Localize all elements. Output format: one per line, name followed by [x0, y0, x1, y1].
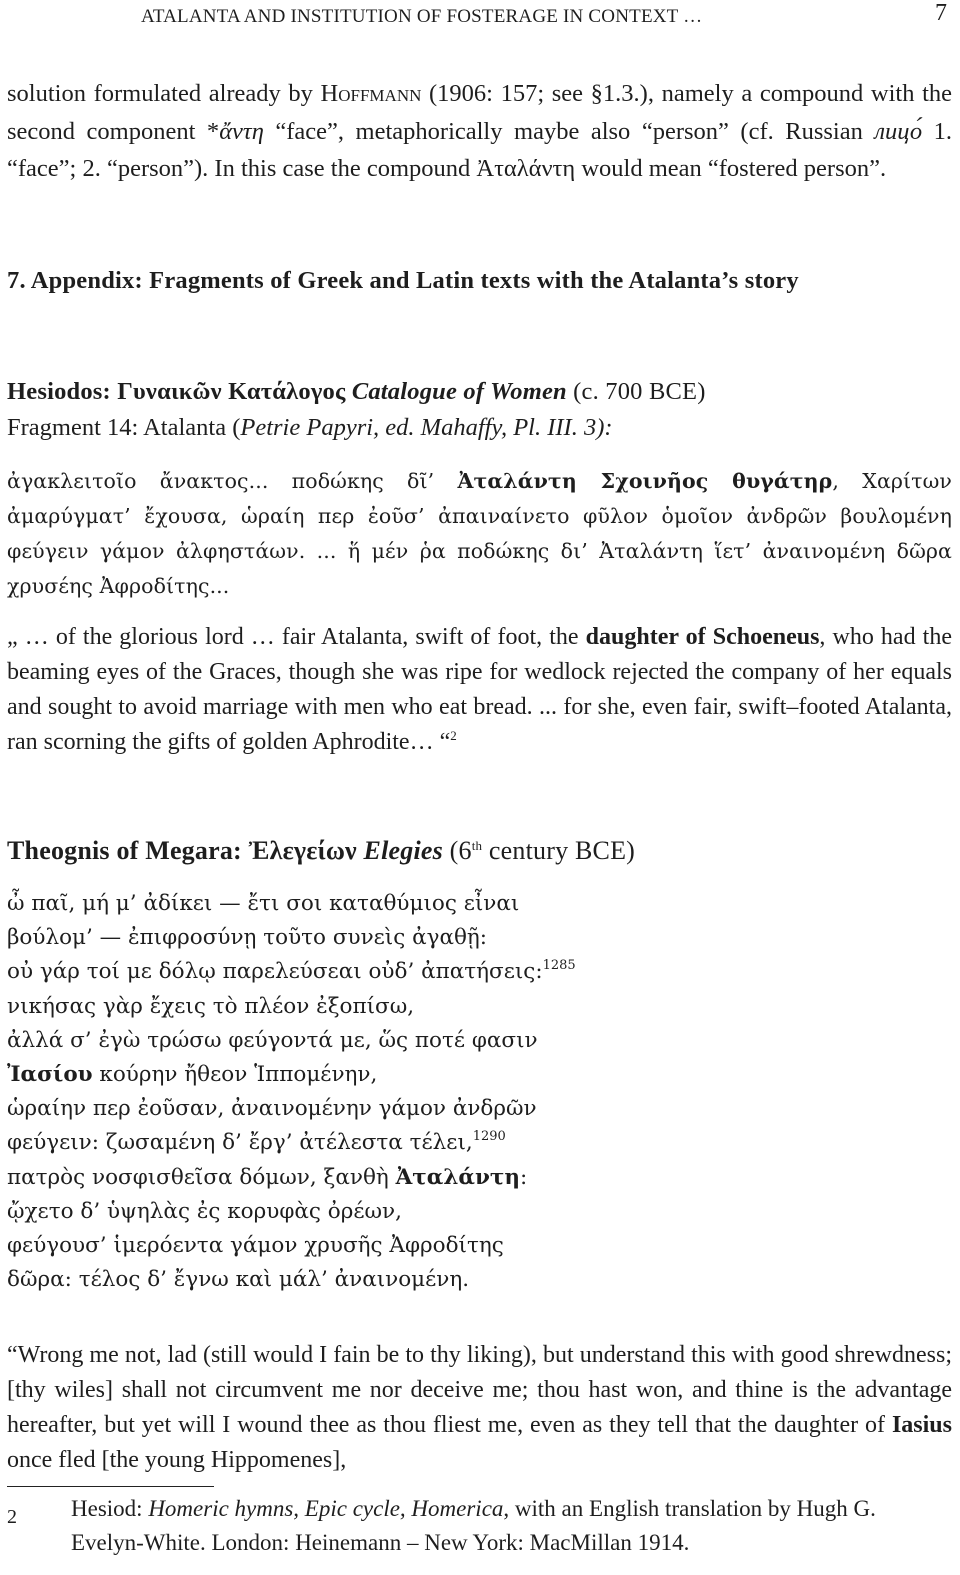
- hesiod-greek-a: ἀγακλειτοῖο ἄνακτος... ποδώκης δῖ’: [7, 469, 458, 493]
- theognis-translation: [7, 1338, 952, 1478]
- theognis-heading: [7, 832, 952, 870]
- intro-text-3: “face”, metaphorically maybe also “person” (cf. Russian: [263, 117, 875, 145]
- theognis-trans-a: “Wrong me not, lad (still would I fain be to thy liking), but understand this with good shrewdness; [thy wiles] shall not circumvent me nor deceive me; thou hast won, and thine is the advantage hereafter, but yet will I wound thee as thou fliest me, even as they tell that the daughter of: [7, 1342, 952, 1438]
- intro-text-1: solution formulated already by: [7, 80, 321, 107]
- theognis-trans-bold: Iasius: [891, 1412, 952, 1438]
- name-iasius-greek: Ἰασίου: [7, 1062, 93, 1088]
- fragment-label-text: Fragment 14: Atalanta (: [7, 414, 241, 441]
- hesiod-heading-title: Catalogue of Women: [351, 378, 567, 405]
- author-hoffmann: Hoffmann: [320, 80, 422, 107]
- verse-line: ὦ παῖ, μή μ’ ἀδίκει — ἔτι σοι καταθύμιος εἶναι: [7, 891, 520, 916]
- verse-line: πατρὸς νοσφισθεῖσα δόμων, ξανθὴ Ἀταλάντη:: [7, 1164, 528, 1190]
- theognis-heading-title: Elegies: [363, 836, 443, 865]
- verse-line: ᾤχετο δ’ ὑψηλὰς ἐς κορυφὰς ὀρέων,: [7, 1198, 402, 1224]
- theognis-heading-a: Theognis of Megara: Ἐλεγείων: [7, 836, 364, 865]
- line-number: 1290: [472, 1129, 506, 1145]
- theognis-trans-b: once fled [the young Hippomenes],: [7, 1447, 347, 1473]
- verse-line: βούλομ’ — ἐπιφροσύνῃ τοῦτο συνεὶς ἀγαθῇ:: [7, 925, 488, 951]
- hesiod-heading-author: Hesiodos: Γυναικῶν Κατάλογος: [7, 378, 352, 405]
- hesiod-greek-b: , Χαρίτων ἀμαρύγματ’ ἔχουσα, ὡραίη περ ἐοῦσ’ ἀπαιναίνετο φῦλον ὁμοῖον ἀνδρῶν βουλομένη φεύγειν γάμον ἀλφηστάων. ... ἥ μέν ῥα ποδώκης δι’ Ἀταλάντη ἵετ’ ἀναινομένη δῶρα χρυσέης Ἀφροδίτης...: [7, 469, 952, 598]
- verse-line: νικήσας γὰρ ἔχεις τὸ πλέον ἐξοπίσω,: [7, 993, 415, 1019]
- theognis-heading-b: (6: [442, 836, 472, 865]
- verse-line: ὡραίην περ ἐοῦσαν, ἀναινομένην γάμον ἀνδρῶν: [7, 1096, 537, 1122]
- hesiod-trans-a: „ … of the glorious lord … fair Atalanta, swift of foot, the: [7, 624, 586, 650]
- running-head: ATALANTA AND INSTITUTION OF FOSTERAGE IN CONTEXT …: [141, 6, 703, 27]
- fragment-label: [7, 409, 952, 447]
- hesiod-translation: [7, 620, 952, 760]
- theognis-heading-c: century BCE): [482, 836, 636, 865]
- footnote-text-a: Hesiod:: [71, 1496, 149, 1521]
- footnote-mark: 2: [7, 1506, 17, 1528]
- verse-line: Ἰασίου κούρην ἤθεον Ἱππομένην,: [7, 1062, 378, 1088]
- hesiod-trans-bold: daughter of Schoeneus: [585, 624, 820, 650]
- footnote: [7, 1492, 952, 1560]
- footnote-title: Homeric hymns, Epic cycle, Homerica: [148, 1496, 504, 1521]
- verse-line: δῶρα: τέλος δ’ ἔγνω καὶ μάλ’ ἀναινομένη.: [7, 1267, 470, 1293]
- intro-text-2: (1906: 157; see §1.3.), namely a compound with the second component *: [7, 80, 953, 145]
- theognis-verse: [7, 887, 952, 1297]
- greek-ante: ἄντη: [219, 117, 264, 145]
- page-number: 7: [935, 0, 947, 26]
- hesiod-greek-text: [7, 464, 952, 604]
- hesiod-greek-bold: Ἀταλάντη Σχοινῆος θυγάτηρ: [457, 469, 833, 493]
- footnote-ref: 2: [450, 728, 457, 743]
- hesiod-heading-date: (c. 700 BCE): [566, 378, 706, 405]
- russian-word: лицо́: [874, 117, 923, 145]
- name-atalanta-greek: Ἀταλάντη: [395, 1164, 520, 1190]
- verse-line: οὐ γάρ τοί με δόλῳ παρελεύσεαι οὐδ’ ἀπατήσεις:$^{1285}$: [7, 958, 576, 985]
- appendix-heading: 7. Appendix: Fragments of Greek and Latin texts with the Atalanta’s story: [7, 267, 799, 294]
- fragment-source: Petrie Papyri, ed. Mahaffy, Pl. III. 3):: [240, 414, 613, 441]
- footnote-text-b: , with an English translation by Hugh G. Evelyn-White. London: Heinemann – New York: MacMillan 1914.: [71, 1496, 876, 1555]
- hesiod-heading: [7, 373, 952, 411]
- hesiod-trans-b: , who had the beaming eyes of the Graces, though she was ripe for wedlock rejected the company of her equals and sought to avoid marriage with men who eat bread. ... for she, even fair, swift–footed Atalanta, ran scorning the gifts of golden Aphrodite… “: [7, 624, 952, 755]
- verse-line: φεύγειν: ζωσαμένη δ’ ἔργ’ ἀτέλεστα τέλει,$^{1290}$: [7, 1129, 506, 1156]
- intro-text-4: 1. “face”; 2. “person”). In this case the compound Ἀταλάντη would mean “fostered person”.: [7, 117, 952, 182]
- theognis-heading-sup: th: [471, 838, 483, 853]
- footnote-text: [71, 1492, 952, 1560]
- verse-line: ἀλλά σ’ ἐγὼ τρώσω φεύγοντά με, ὥς ποτέ φασιν: [7, 1027, 538, 1053]
- line-number: 1285: [542, 958, 576, 974]
- verse-line: φεύγουσ’ ἱμερόεντα γάμον χρυσῆς Ἀφροδίτης: [7, 1233, 504, 1259]
- footnote-rule: [7, 1486, 214, 1487]
- intro-paragraph: [7, 75, 952, 188]
